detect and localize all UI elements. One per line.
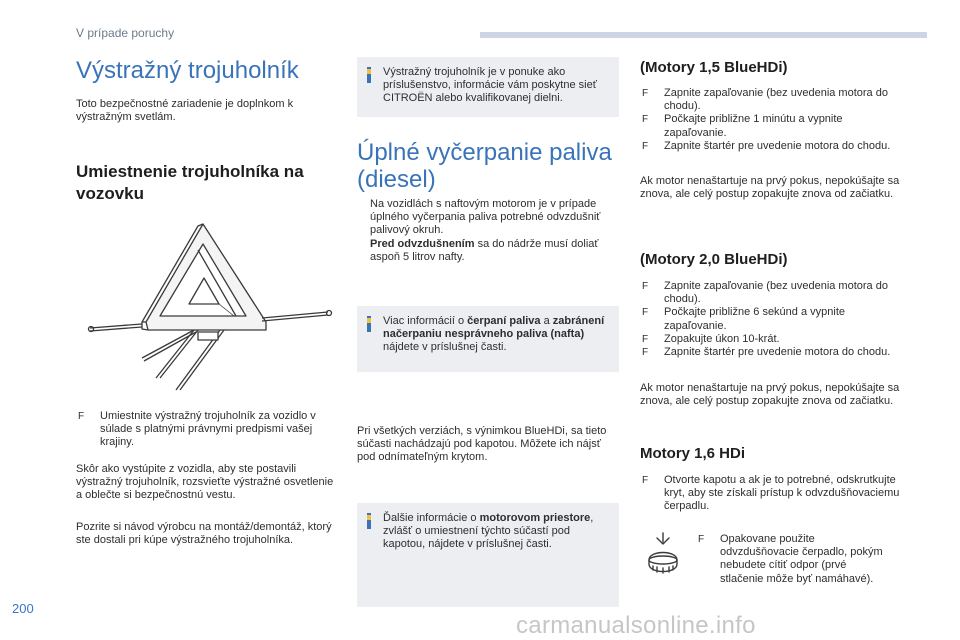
vest-paragraph: Skôr ako vystúpite z vozidla, aby ste postavili výstražný trojuholník, rozsvieťte výstražné osvetlenie a oblečte si bezpečnostnú vestu. bbox=[76, 463, 334, 502]
fuel-bold: Pred odvzdušnením bbox=[370, 237, 475, 250]
heading-16-hdi: Motory 1,6 HDi bbox=[640, 445, 746, 462]
watermark: carmanualsonline.info bbox=[516, 612, 756, 639]
list-item: F Opakovane použite odvzdušňovacie čerpadlo, pokým nebudete cítiť odpor (prvé stlačenie môže byť namáhavé). bbox=[698, 533, 883, 585]
note-text-c: a bbox=[540, 315, 553, 327]
note-marker-accent bbox=[367, 318, 371, 323]
list-item: F Zapnite zapaľovanie (bez uvedenia motora do chodu). bbox=[642, 87, 888, 113]
fuel-info-note-text bbox=[383, 315, 611, 355]
engine-bay-note bbox=[357, 503, 619, 607]
note-text-c: , zvlášť o umiestnení týchto súčastí pod kapotou, nájdete v príslušnej časti. bbox=[383, 512, 594, 551]
note-link-engine: motorovom priestore bbox=[479, 512, 591, 524]
list-item: F Zapnite štartér pre uvedenie motora do chodu. bbox=[642, 346, 891, 359]
fuel-title: Úplné vyčerpanie paliva (diesel) bbox=[357, 139, 612, 193]
versions-paragraph: Pri všetkých verziách, s výnimkou BlueHDi, sa tieto súčasti nachádzajú pod kapotou. Môžete ich nájsť pod odnímateľným krytom. bbox=[357, 425, 607, 464]
engine-bay-note-text bbox=[383, 512, 611, 552]
note-text-a: Viac informácií o bbox=[383, 315, 468, 327]
steps-15-bluehdi bbox=[640, 87, 905, 153]
retry-paragraph-1: Ak motor nenaštartuje na prvý pokus, nepokúšajte sa znova, ale celý postup zopakujte znova od začiatku. bbox=[640, 175, 900, 201]
list-item: F Zopakujte úkon 10-krát. bbox=[642, 332, 780, 345]
steps-20-bluehdi bbox=[640, 280, 905, 359]
fuel-info-note bbox=[357, 306, 619, 372]
placement-bullet bbox=[76, 410, 341, 450]
hand-pump-icon bbox=[643, 530, 687, 578]
intro-text: Toto bezpečnostné zariadenie je doplnkom k výstražným svetlám. bbox=[76, 98, 294, 124]
fuel-paragraph bbox=[370, 198, 622, 264]
list-item: F Zapnite štartér pre uvedenie motora do chodu. bbox=[642, 139, 891, 152]
note-marker-accent bbox=[367, 69, 371, 74]
bullet-text: Umiestnite výstražný trojuholník za vozidlo v súlade s platnými právnymi predpismi vašej krajiny. bbox=[100, 410, 316, 449]
retry-paragraph-2: Ak motor nenaštartuje na prvý pokus, nepokúšajte sa znova, ale celý postup zopakujte znova od začiatku. bbox=[640, 382, 900, 408]
note-text-e: nájdete v príslušnej časti. bbox=[383, 341, 507, 354]
header-bar bbox=[480, 32, 927, 38]
note-link-misfuel: zabránení načerpaniu nesprávneho paliva (nafta) bbox=[383, 315, 605, 341]
manual-paragraph: Pozrite si návod výrobcu na montáž/demontáž, ktorý ste dostali pri kúpe výstražného trojuholníka. bbox=[76, 521, 332, 547]
list-item: F Otvorte kapotu a ak je to potrebné, odskrutkujte kryt, aby ste získali prístup k odvzdušňovaciemu čerpadlu. bbox=[642, 474, 900, 513]
list-item: F Počkajte približne 1 minútu a vypnite zapaľovanie. bbox=[642, 113, 843, 139]
triangle-subtitle: Umiestnenie trojuholníka na vozovku bbox=[76, 162, 304, 203]
note-text-a: Ďalšie informácie o bbox=[383, 512, 480, 524]
pump-note bbox=[696, 533, 886, 586]
accessory-note-text: Výstražný trojuholník je v ponuke ako príslušenstvo, informácie vám poskytne sieť CITROËN alebo kvalifikovanej dielni. bbox=[383, 66, 597, 105]
note-marker-accent bbox=[367, 515, 371, 520]
bullet-mark: F bbox=[78, 411, 85, 422]
steps-16-hdi bbox=[640, 474, 905, 514]
warning-triangle-illustration bbox=[86, 218, 340, 393]
heading-20-bluehdi: (Motory 2,0 BlueHDi) bbox=[640, 251, 788, 268]
heading-15-bluehdi: (Motory 1,5 BlueHDi) bbox=[640, 59, 788, 76]
accessory-note bbox=[357, 57, 619, 117]
fuel-rest: sa do nádrže musí doliať aspoň 5 litrov nafty. bbox=[370, 237, 599, 263]
note-link-refuel: čerpaní paliva bbox=[467, 315, 541, 327]
page-number: 200 bbox=[12, 601, 34, 616]
page-title: Výstražný trojuholník bbox=[76, 57, 299, 84]
fuel-text: Na vozidlách s naftovým motorom je v prípade úplného vyčerpania paliva potrebné odvzdušniť palivový okruh. bbox=[370, 198, 601, 237]
list-item: F Zapnite zapaľovanie (bez uvedenia motora do chodu). bbox=[642, 280, 888, 306]
section-label: V prípade poruchy bbox=[76, 26, 175, 40]
list-item: F Počkajte približne 6 sekúnd a vypnite zapaľovanie. bbox=[642, 306, 845, 332]
